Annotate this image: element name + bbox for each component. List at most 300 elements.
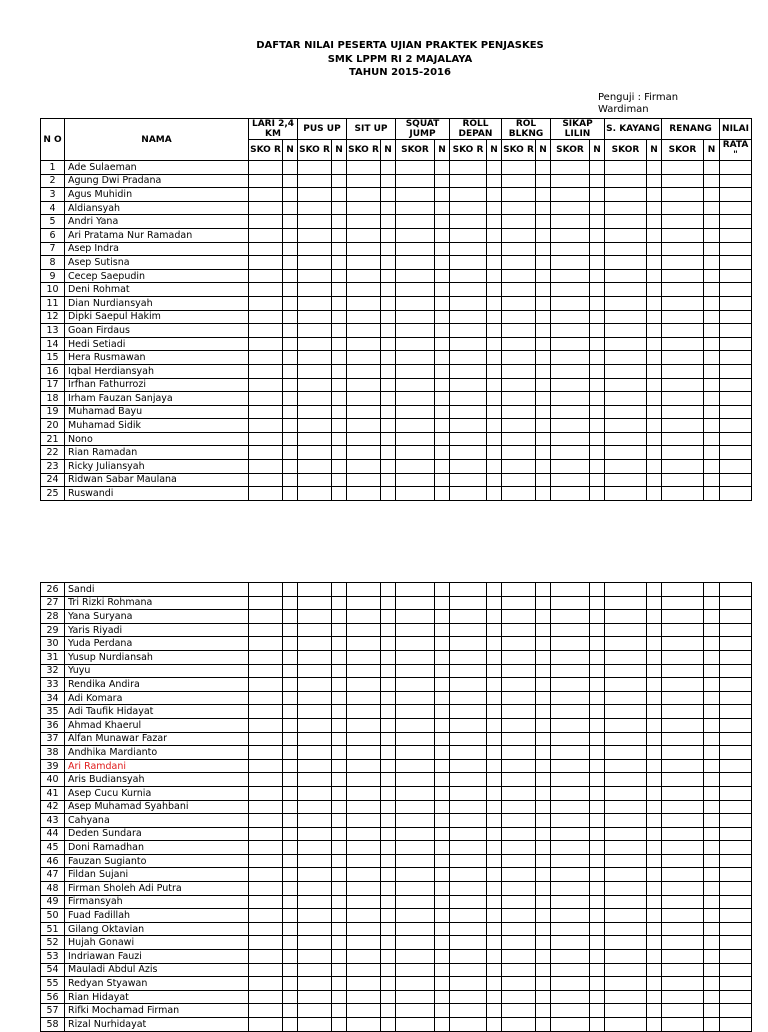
score-cell[interactable] bbox=[551, 977, 590, 991]
score-cell[interactable] bbox=[662, 583, 704, 597]
score-cell[interactable] bbox=[647, 473, 662, 487]
score-cell[interactable] bbox=[298, 610, 332, 624]
score-cell[interactable] bbox=[298, 732, 332, 746]
score-cell[interactable] bbox=[435, 705, 450, 719]
score-cell[interactable] bbox=[249, 1018, 283, 1032]
score-cell[interactable] bbox=[605, 487, 647, 501]
score-cell[interactable] bbox=[332, 936, 347, 950]
score-cell[interactable] bbox=[249, 664, 283, 678]
score-cell[interactable] bbox=[662, 337, 704, 351]
score-cell[interactable] bbox=[249, 161, 283, 175]
score-cell[interactable] bbox=[381, 922, 396, 936]
score-cell[interactable] bbox=[283, 256, 298, 270]
score-cell[interactable] bbox=[502, 242, 536, 256]
score-cell[interactable] bbox=[605, 351, 647, 365]
score-cell[interactable] bbox=[298, 324, 332, 338]
score-cell[interactable] bbox=[605, 188, 647, 202]
score-cell[interactable] bbox=[662, 963, 704, 977]
score-cell[interactable] bbox=[647, 841, 662, 855]
score-cell[interactable] bbox=[662, 650, 704, 664]
score-cell[interactable] bbox=[298, 256, 332, 270]
score-cell[interactable] bbox=[332, 909, 347, 923]
score-cell[interactable] bbox=[647, 310, 662, 324]
score-cell[interactable] bbox=[551, 637, 590, 651]
score-cell[interactable] bbox=[487, 473, 502, 487]
score-cell[interactable] bbox=[396, 800, 435, 814]
score-cell[interactable] bbox=[450, 1004, 487, 1018]
score-cell[interactable] bbox=[249, 337, 283, 351]
score-cell[interactable] bbox=[332, 759, 347, 773]
score-cell[interactable] bbox=[704, 337, 720, 351]
score-cell[interactable] bbox=[605, 161, 647, 175]
score-cell[interactable] bbox=[551, 242, 590, 256]
score-cell[interactable] bbox=[298, 432, 332, 446]
score-cell[interactable] bbox=[551, 786, 590, 800]
score-cell[interactable] bbox=[551, 446, 590, 460]
score-cell[interactable] bbox=[647, 460, 662, 474]
score-cell[interactable] bbox=[551, 174, 590, 188]
score-cell[interactable] bbox=[435, 868, 450, 882]
score-cell[interactable] bbox=[435, 269, 450, 283]
score-cell[interactable] bbox=[662, 705, 704, 719]
score-cell[interactable] bbox=[590, 868, 605, 882]
score-cell[interactable] bbox=[647, 283, 662, 297]
score-cell[interactable] bbox=[704, 922, 720, 936]
score-cell[interactable] bbox=[704, 351, 720, 365]
score-cell[interactable] bbox=[435, 773, 450, 787]
score-cell[interactable] bbox=[704, 392, 720, 406]
score-cell[interactable] bbox=[662, 936, 704, 950]
score-cell[interactable] bbox=[536, 392, 551, 406]
score-cell[interactable] bbox=[298, 650, 332, 664]
score-cell[interactable] bbox=[450, 201, 487, 215]
score-cell[interactable] bbox=[283, 664, 298, 678]
score-cell[interactable] bbox=[487, 242, 502, 256]
score-cell[interactable] bbox=[605, 310, 647, 324]
score-cell[interactable] bbox=[487, 868, 502, 882]
score-cell[interactable] bbox=[590, 1004, 605, 1018]
score-cell[interactable] bbox=[298, 691, 332, 705]
score-cell[interactable] bbox=[450, 854, 487, 868]
score-cell[interactable] bbox=[590, 378, 605, 392]
score-cell[interactable] bbox=[605, 814, 647, 828]
score-cell[interactable] bbox=[396, 1004, 435, 1018]
score-cell[interactable] bbox=[435, 936, 450, 950]
score-cell[interactable] bbox=[704, 691, 720, 705]
score-cell[interactable] bbox=[347, 963, 381, 977]
score-cell[interactable] bbox=[298, 446, 332, 460]
score-cell[interactable] bbox=[590, 841, 605, 855]
score-cell[interactable] bbox=[605, 269, 647, 283]
score-cell[interactable] bbox=[590, 432, 605, 446]
score-cell[interactable] bbox=[435, 378, 450, 392]
score-cell[interactable] bbox=[720, 596, 752, 610]
score-cell[interactable] bbox=[298, 909, 332, 923]
score-cell[interactable] bbox=[396, 283, 435, 297]
score-cell[interactable] bbox=[450, 364, 487, 378]
score-cell[interactable] bbox=[450, 392, 487, 406]
score-cell[interactable] bbox=[347, 882, 381, 896]
score-cell[interactable] bbox=[450, 800, 487, 814]
score-cell[interactable] bbox=[249, 868, 283, 882]
score-cell[interactable] bbox=[536, 364, 551, 378]
score-cell[interactable] bbox=[435, 419, 450, 433]
score-cell[interactable] bbox=[647, 718, 662, 732]
score-cell[interactable] bbox=[249, 895, 283, 909]
score-cell[interactable] bbox=[332, 161, 347, 175]
score-cell[interactable] bbox=[396, 487, 435, 501]
score-cell[interactable] bbox=[704, 623, 720, 637]
score-cell[interactable] bbox=[605, 950, 647, 964]
score-cell[interactable] bbox=[347, 623, 381, 637]
score-cell[interactable] bbox=[249, 242, 283, 256]
score-cell[interactable] bbox=[647, 827, 662, 841]
score-cell[interactable] bbox=[590, 936, 605, 950]
score-cell[interactable] bbox=[283, 201, 298, 215]
score-cell[interactable] bbox=[704, 487, 720, 501]
score-cell[interactable] bbox=[249, 583, 283, 597]
score-cell[interactable] bbox=[332, 596, 347, 610]
score-cell[interactable] bbox=[502, 623, 536, 637]
score-cell[interactable] bbox=[283, 351, 298, 365]
score-cell[interactable] bbox=[283, 610, 298, 624]
score-cell[interactable] bbox=[662, 882, 704, 896]
score-cell[interactable] bbox=[249, 678, 283, 692]
score-cell[interactable] bbox=[332, 201, 347, 215]
score-cell[interactable] bbox=[298, 977, 332, 991]
score-cell[interactable] bbox=[332, 378, 347, 392]
score-cell[interactable] bbox=[298, 936, 332, 950]
score-cell[interactable] bbox=[298, 922, 332, 936]
score-cell[interactable] bbox=[605, 800, 647, 814]
score-cell[interactable] bbox=[298, 242, 332, 256]
score-cell[interactable] bbox=[662, 228, 704, 242]
score-cell[interactable] bbox=[662, 256, 704, 270]
score-cell[interactable] bbox=[396, 188, 435, 202]
score-cell[interactable] bbox=[347, 487, 381, 501]
score-cell[interactable] bbox=[435, 228, 450, 242]
score-cell[interactable] bbox=[381, 392, 396, 406]
score-cell[interactable] bbox=[347, 446, 381, 460]
score-cell[interactable] bbox=[435, 446, 450, 460]
score-cell[interactable] bbox=[647, 419, 662, 433]
score-cell[interactable] bbox=[662, 1018, 704, 1032]
score-cell[interactable] bbox=[662, 800, 704, 814]
score-cell[interactable] bbox=[704, 841, 720, 855]
score-cell[interactable] bbox=[435, 337, 450, 351]
score-cell[interactable] bbox=[605, 827, 647, 841]
score-cell[interactable] bbox=[487, 827, 502, 841]
score-cell[interactable] bbox=[720, 392, 752, 406]
score-cell[interactable] bbox=[381, 841, 396, 855]
score-cell[interactable] bbox=[396, 419, 435, 433]
score-cell[interactable] bbox=[435, 460, 450, 474]
score-cell[interactable] bbox=[704, 596, 720, 610]
score-cell[interactable] bbox=[720, 432, 752, 446]
score-cell[interactable] bbox=[450, 868, 487, 882]
score-cell[interactable] bbox=[249, 174, 283, 188]
score-cell[interactable] bbox=[590, 405, 605, 419]
score-cell[interactable] bbox=[396, 773, 435, 787]
score-cell[interactable] bbox=[502, 1004, 536, 1018]
score-cell[interactable] bbox=[347, 432, 381, 446]
score-cell[interactable] bbox=[283, 583, 298, 597]
score-cell[interactable] bbox=[720, 188, 752, 202]
score-cell[interactable] bbox=[298, 337, 332, 351]
score-cell[interactable] bbox=[249, 405, 283, 419]
score-cell[interactable] bbox=[381, 773, 396, 787]
score-cell[interactable] bbox=[662, 746, 704, 760]
score-cell[interactable] bbox=[590, 732, 605, 746]
score-cell[interactable] bbox=[551, 664, 590, 678]
score-cell[interactable] bbox=[450, 460, 487, 474]
score-cell[interactable] bbox=[536, 691, 551, 705]
score-cell[interactable] bbox=[502, 650, 536, 664]
score-cell[interactable] bbox=[590, 814, 605, 828]
score-cell[interactable] bbox=[502, 841, 536, 855]
score-cell[interactable] bbox=[396, 854, 435, 868]
score-cell[interactable] bbox=[381, 909, 396, 923]
score-cell[interactable] bbox=[450, 814, 487, 828]
score-cell[interactable] bbox=[662, 487, 704, 501]
score-cell[interactable] bbox=[704, 161, 720, 175]
score-cell[interactable] bbox=[249, 705, 283, 719]
score-cell[interactable] bbox=[283, 718, 298, 732]
score-cell[interactable] bbox=[435, 637, 450, 651]
score-cell[interactable] bbox=[450, 963, 487, 977]
score-cell[interactable] bbox=[249, 201, 283, 215]
score-cell[interactable] bbox=[249, 296, 283, 310]
score-cell[interactable] bbox=[590, 882, 605, 896]
score-cell[interactable] bbox=[590, 786, 605, 800]
score-cell[interactable] bbox=[435, 1004, 450, 1018]
score-cell[interactable] bbox=[283, 283, 298, 297]
score-cell[interactable] bbox=[381, 201, 396, 215]
score-cell[interactable] bbox=[704, 895, 720, 909]
score-cell[interactable] bbox=[487, 895, 502, 909]
score-cell[interactable] bbox=[283, 310, 298, 324]
score-cell[interactable] bbox=[605, 583, 647, 597]
score-cell[interactable] bbox=[487, 637, 502, 651]
score-cell[interactable] bbox=[551, 583, 590, 597]
score-cell[interactable] bbox=[332, 269, 347, 283]
score-cell[interactable] bbox=[450, 786, 487, 800]
score-cell[interactable] bbox=[347, 337, 381, 351]
score-cell[interactable] bbox=[720, 283, 752, 297]
score-cell[interactable] bbox=[647, 678, 662, 692]
score-cell[interactable] bbox=[332, 718, 347, 732]
score-cell[interactable] bbox=[396, 637, 435, 651]
score-cell[interactable] bbox=[605, 637, 647, 651]
score-cell[interactable] bbox=[536, 950, 551, 964]
score-cell[interactable] bbox=[502, 269, 536, 283]
score-cell[interactable] bbox=[502, 773, 536, 787]
score-cell[interactable] bbox=[450, 1018, 487, 1032]
score-cell[interactable] bbox=[720, 678, 752, 692]
score-cell[interactable] bbox=[347, 746, 381, 760]
score-cell[interactable] bbox=[450, 296, 487, 310]
score-cell[interactable] bbox=[396, 1018, 435, 1032]
score-cell[interactable] bbox=[536, 922, 551, 936]
score-cell[interactable] bbox=[435, 405, 450, 419]
score-cell[interactable] bbox=[283, 936, 298, 950]
score-cell[interactable] bbox=[590, 324, 605, 338]
score-cell[interactable] bbox=[536, 460, 551, 474]
score-cell[interactable] bbox=[647, 269, 662, 283]
score-cell[interactable] bbox=[720, 718, 752, 732]
score-cell[interactable] bbox=[502, 977, 536, 991]
score-cell[interactable] bbox=[704, 256, 720, 270]
score-cell[interactable] bbox=[605, 405, 647, 419]
score-cell[interactable] bbox=[551, 854, 590, 868]
score-cell[interactable] bbox=[298, 201, 332, 215]
score-cell[interactable] bbox=[536, 650, 551, 664]
score-cell[interactable] bbox=[435, 432, 450, 446]
score-cell[interactable] bbox=[347, 990, 381, 1004]
score-cell[interactable] bbox=[662, 174, 704, 188]
score-cell[interactable] bbox=[502, 419, 536, 433]
score-cell[interactable] bbox=[450, 895, 487, 909]
score-cell[interactable] bbox=[662, 678, 704, 692]
score-cell[interactable] bbox=[396, 460, 435, 474]
score-cell[interactable] bbox=[347, 977, 381, 991]
score-cell[interactable] bbox=[347, 868, 381, 882]
score-cell[interactable] bbox=[704, 310, 720, 324]
score-cell[interactable] bbox=[551, 487, 590, 501]
score-cell[interactable] bbox=[536, 746, 551, 760]
score-cell[interactable] bbox=[647, 909, 662, 923]
score-cell[interactable] bbox=[381, 446, 396, 460]
score-cell[interactable] bbox=[536, 963, 551, 977]
score-cell[interactable] bbox=[704, 1018, 720, 1032]
score-cell[interactable] bbox=[536, 637, 551, 651]
score-cell[interactable] bbox=[590, 487, 605, 501]
score-cell[interactable] bbox=[536, 256, 551, 270]
score-cell[interactable] bbox=[590, 1018, 605, 1032]
score-cell[interactable] bbox=[450, 215, 487, 229]
score-cell[interactable] bbox=[249, 283, 283, 297]
score-cell[interactable] bbox=[249, 432, 283, 446]
score-cell[interactable] bbox=[502, 188, 536, 202]
score-cell[interactable] bbox=[396, 324, 435, 338]
score-cell[interactable] bbox=[396, 963, 435, 977]
score-cell[interactable] bbox=[590, 596, 605, 610]
score-cell[interactable] bbox=[590, 990, 605, 1004]
score-cell[interactable] bbox=[605, 841, 647, 855]
score-cell[interactable] bbox=[502, 283, 536, 297]
score-cell[interactable] bbox=[720, 977, 752, 991]
score-cell[interactable] bbox=[347, 583, 381, 597]
score-cell[interactable] bbox=[536, 324, 551, 338]
score-cell[interactable] bbox=[487, 228, 502, 242]
score-cell[interactable] bbox=[662, 895, 704, 909]
score-cell[interactable] bbox=[605, 432, 647, 446]
score-cell[interactable] bbox=[249, 215, 283, 229]
score-cell[interactable] bbox=[435, 882, 450, 896]
score-cell[interactable] bbox=[502, 868, 536, 882]
score-cell[interactable] bbox=[605, 174, 647, 188]
score-cell[interactable] bbox=[662, 215, 704, 229]
score-cell[interactable] bbox=[662, 201, 704, 215]
score-cell[interactable] bbox=[487, 705, 502, 719]
score-cell[interactable] bbox=[704, 296, 720, 310]
score-cell[interactable] bbox=[502, 405, 536, 419]
score-cell[interactable] bbox=[720, 405, 752, 419]
score-cell[interactable] bbox=[283, 882, 298, 896]
score-cell[interactable] bbox=[381, 310, 396, 324]
score-cell[interactable] bbox=[396, 310, 435, 324]
score-cell[interactable] bbox=[298, 718, 332, 732]
score-cell[interactable] bbox=[605, 623, 647, 637]
score-cell[interactable] bbox=[396, 909, 435, 923]
score-cell[interactable] bbox=[298, 405, 332, 419]
score-cell[interactable] bbox=[487, 460, 502, 474]
score-cell[interactable] bbox=[647, 882, 662, 896]
score-cell[interactable] bbox=[283, 228, 298, 242]
score-cell[interactable] bbox=[590, 746, 605, 760]
score-cell[interactable] bbox=[647, 161, 662, 175]
score-cell[interactable] bbox=[551, 623, 590, 637]
score-cell[interactable] bbox=[590, 201, 605, 215]
score-cell[interactable] bbox=[720, 174, 752, 188]
score-cell[interactable] bbox=[720, 705, 752, 719]
score-cell[interactable] bbox=[450, 678, 487, 692]
score-cell[interactable] bbox=[605, 460, 647, 474]
score-cell[interactable] bbox=[536, 814, 551, 828]
score-cell[interactable] bbox=[536, 188, 551, 202]
score-cell[interactable] bbox=[381, 324, 396, 338]
score-cell[interactable] bbox=[704, 718, 720, 732]
score-cell[interactable] bbox=[435, 1018, 450, 1032]
score-cell[interactable] bbox=[647, 732, 662, 746]
score-cell[interactable] bbox=[332, 637, 347, 651]
score-cell[interactable] bbox=[332, 786, 347, 800]
score-cell[interactable] bbox=[551, 337, 590, 351]
score-cell[interactable] bbox=[396, 936, 435, 950]
score-cell[interactable] bbox=[283, 473, 298, 487]
score-cell[interactable] bbox=[605, 895, 647, 909]
score-cell[interactable] bbox=[298, 990, 332, 1004]
score-cell[interactable] bbox=[502, 691, 536, 705]
score-cell[interactable] bbox=[590, 854, 605, 868]
score-cell[interactable] bbox=[487, 1018, 502, 1032]
score-cell[interactable] bbox=[590, 337, 605, 351]
score-cell[interactable] bbox=[502, 351, 536, 365]
score-cell[interactable] bbox=[381, 460, 396, 474]
score-cell[interactable] bbox=[381, 432, 396, 446]
score-cell[interactable] bbox=[298, 364, 332, 378]
score-cell[interactable] bbox=[450, 161, 487, 175]
score-cell[interactable] bbox=[536, 841, 551, 855]
score-cell[interactable] bbox=[720, 664, 752, 678]
score-cell[interactable] bbox=[605, 242, 647, 256]
score-cell[interactable] bbox=[662, 909, 704, 923]
score-cell[interactable] bbox=[704, 405, 720, 419]
score-cell[interactable] bbox=[381, 174, 396, 188]
score-cell[interactable] bbox=[487, 1004, 502, 1018]
score-cell[interactable] bbox=[435, 854, 450, 868]
score-cell[interactable] bbox=[647, 922, 662, 936]
score-cell[interactable] bbox=[487, 746, 502, 760]
score-cell[interactable] bbox=[381, 678, 396, 692]
score-cell[interactable] bbox=[551, 1018, 590, 1032]
score-cell[interactable] bbox=[347, 854, 381, 868]
score-cell[interactable] bbox=[396, 746, 435, 760]
score-cell[interactable] bbox=[450, 283, 487, 297]
score-cell[interactable] bbox=[720, 746, 752, 760]
score-cell[interactable] bbox=[536, 419, 551, 433]
score-cell[interactable] bbox=[435, 650, 450, 664]
